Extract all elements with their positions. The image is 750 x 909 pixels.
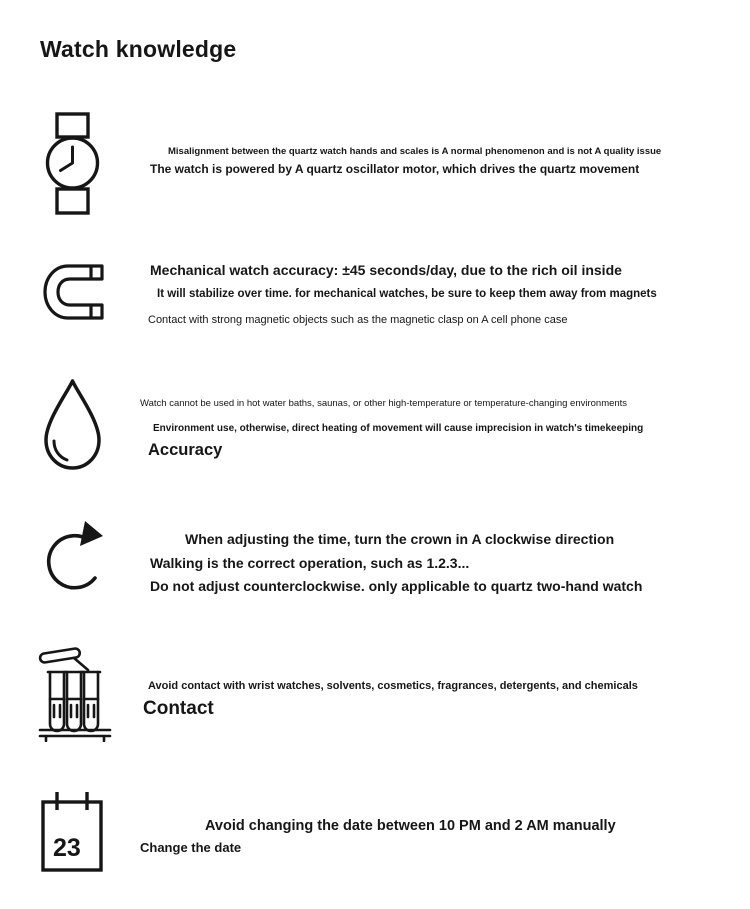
quartz-note-line: Misalignment between the quartz watch hands and scales is A normal phenomenon and is not A quality issue: [168, 146, 662, 157]
chemical-avoid-line: Avoid contact with wrist watches, solvents, cosmetics, fragrances, detergents, and chemicals: [148, 680, 638, 692]
water-drop-icon: [40, 377, 105, 477]
date-avoid-line: Avoid changing the date between 10 PM and 2 AM manually: [205, 818, 616, 834]
wristwatch-icon: [45, 112, 100, 220]
calendar-day-number: 23: [53, 834, 81, 862]
magnet-icon: [42, 263, 105, 326]
calendar-icon: [40, 789, 104, 879]
magnet-stabilize-line: It will stabilize over time. for mechanical watches, be sure to keep them away from magnets: [157, 288, 657, 300]
accuracy-heading: Accuracy: [148, 441, 223, 459]
crown-walking-line: Walking is the correct operation, such as 1.2.3...: [150, 555, 470, 571]
temperature-environment-line: Environment use, otherwise, direct heating of movement will cause imprecision in watch's timekeeping: [153, 423, 644, 434]
test-tubes-icon: [36, 643, 114, 747]
contact-heading: Contact: [143, 698, 214, 719]
temperature-warning-line: Watch cannot be used in hot water baths, saunas, or other high-temperature or temperature-changing environments: [140, 398, 628, 409]
crown-clockwise-line: When adjusting the time, turn the crown in A clockwise direction: [185, 531, 615, 547]
quartz-main-line: The watch is powered by A quartz oscillator motor, which drives the quartz movement: [150, 162, 640, 176]
change-date-line: Change the date: [140, 840, 242, 855]
clockwise-arrow-icon: [44, 519, 108, 602]
crown-counterclockwise-line: Do not adjust counterclockwise. only applicable to quartz two-hand watch: [150, 578, 643, 594]
page-title: Watch knowledge: [40, 36, 237, 62]
magnet-contact-line: Contact with strong magnetic objects such as the magnetic clasp on A cell phone case: [148, 314, 568, 326]
magnet-accuracy-line: Mechanical watch accuracy: ±45 seconds/day, due to the rich oil inside: [150, 262, 622, 278]
